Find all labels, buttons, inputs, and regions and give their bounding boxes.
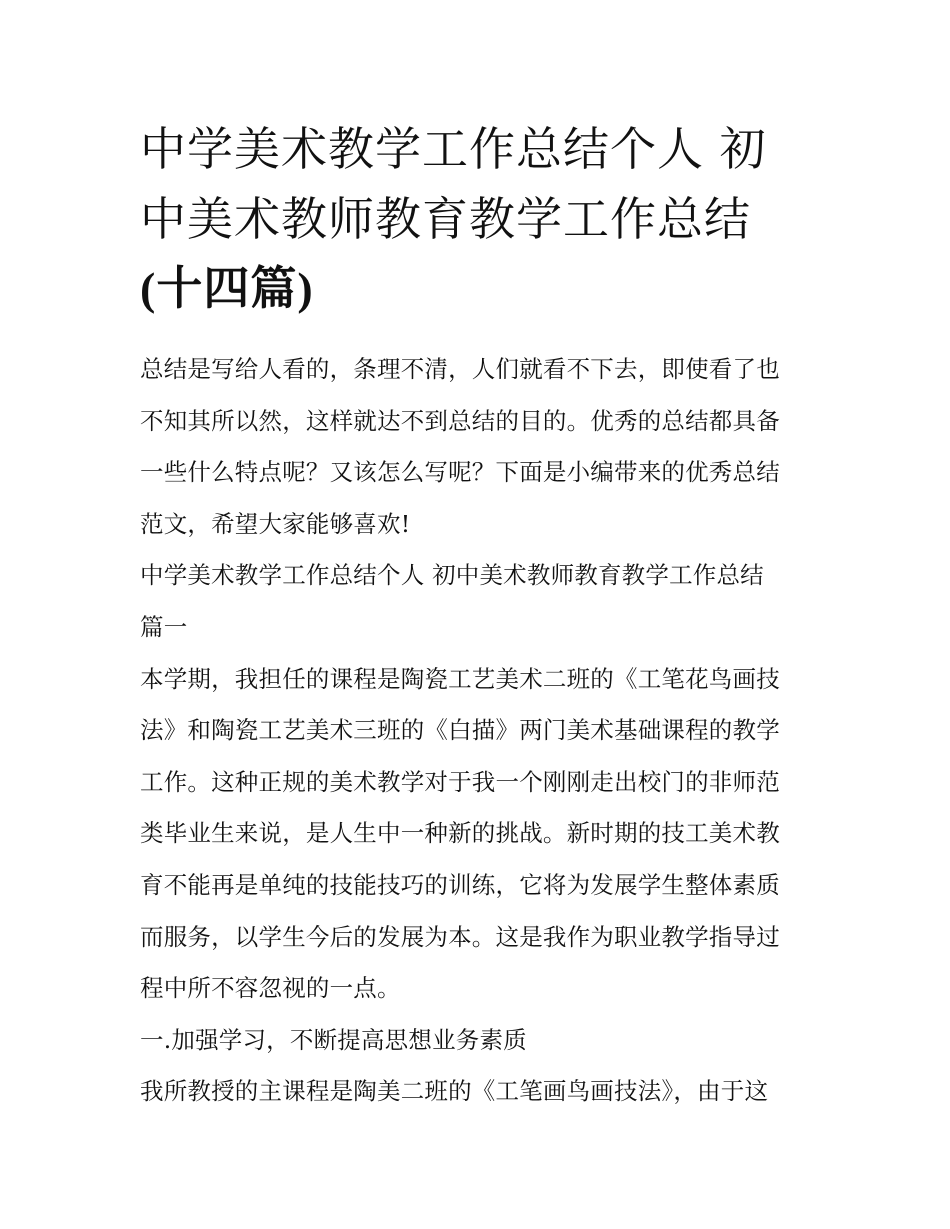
subheading-line: 一.加强学习，不断提高思想业务素质: [140, 1025, 527, 1054]
document-body: [140, 344, 812, 1118]
title-line: 中学美术教学工作总结个人 初: [140, 122, 767, 176]
document-title: [140, 114, 812, 324]
intro-line: 一些什么特点呢？又该怎么写呢？下面是小编带来的优秀总结: [140, 458, 780, 487]
paragraph-line: 工作。这种正规的美术教学对于我一个刚刚走出校门的非师范: [140, 767, 780, 796]
paragraph-line: 类毕业生来说，是人生中一种新的挑战。新时期的技工美术教: [140, 819, 780, 848]
paragraph-line: 我所教授的主课程是陶美二班的《工笔画鸟画技法》，由于这: [140, 1077, 769, 1106]
title-line: 中美术教师教育教学工作总结: [140, 192, 751, 246]
paragraph-line: 程中所不容忽视的一点。: [140, 974, 401, 1003]
document-content: [140, 114, 812, 1118]
title-line: (十四篇): [140, 263, 314, 314]
paragraph-line: 法》和陶瓷工艺美术三班的《白描》两门美术基础课程的教学: [140, 716, 780, 745]
intro-line: 范文，希望大家能够喜欢!: [140, 509, 411, 538]
intro-line: 不知其所以然，这样就达不到总结的目的。优秀的总结都具备: [140, 406, 780, 435]
intro-line: 总结是写给人看的，条理不清，人们就看不下去，即使看了也: [140, 355, 780, 383]
section-heading-line: 篇一: [140, 612, 188, 641]
paragraph-line: 而服务，以学生今后的发展为本。这是我作为职业教学指导过: [140, 922, 780, 951]
section-heading-line: 中学美术教学工作总结个人 初中美术教师教育教学工作总结: [140, 561, 764, 590]
paragraph-line: 育不能再是单纯的技能技巧的训练，它将为发展学生整体素质: [140, 870, 780, 899]
paragraph-line: 本学期，我担任的课程是陶瓷工艺美术二班的《工笔花鸟画技: [140, 664, 780, 693]
